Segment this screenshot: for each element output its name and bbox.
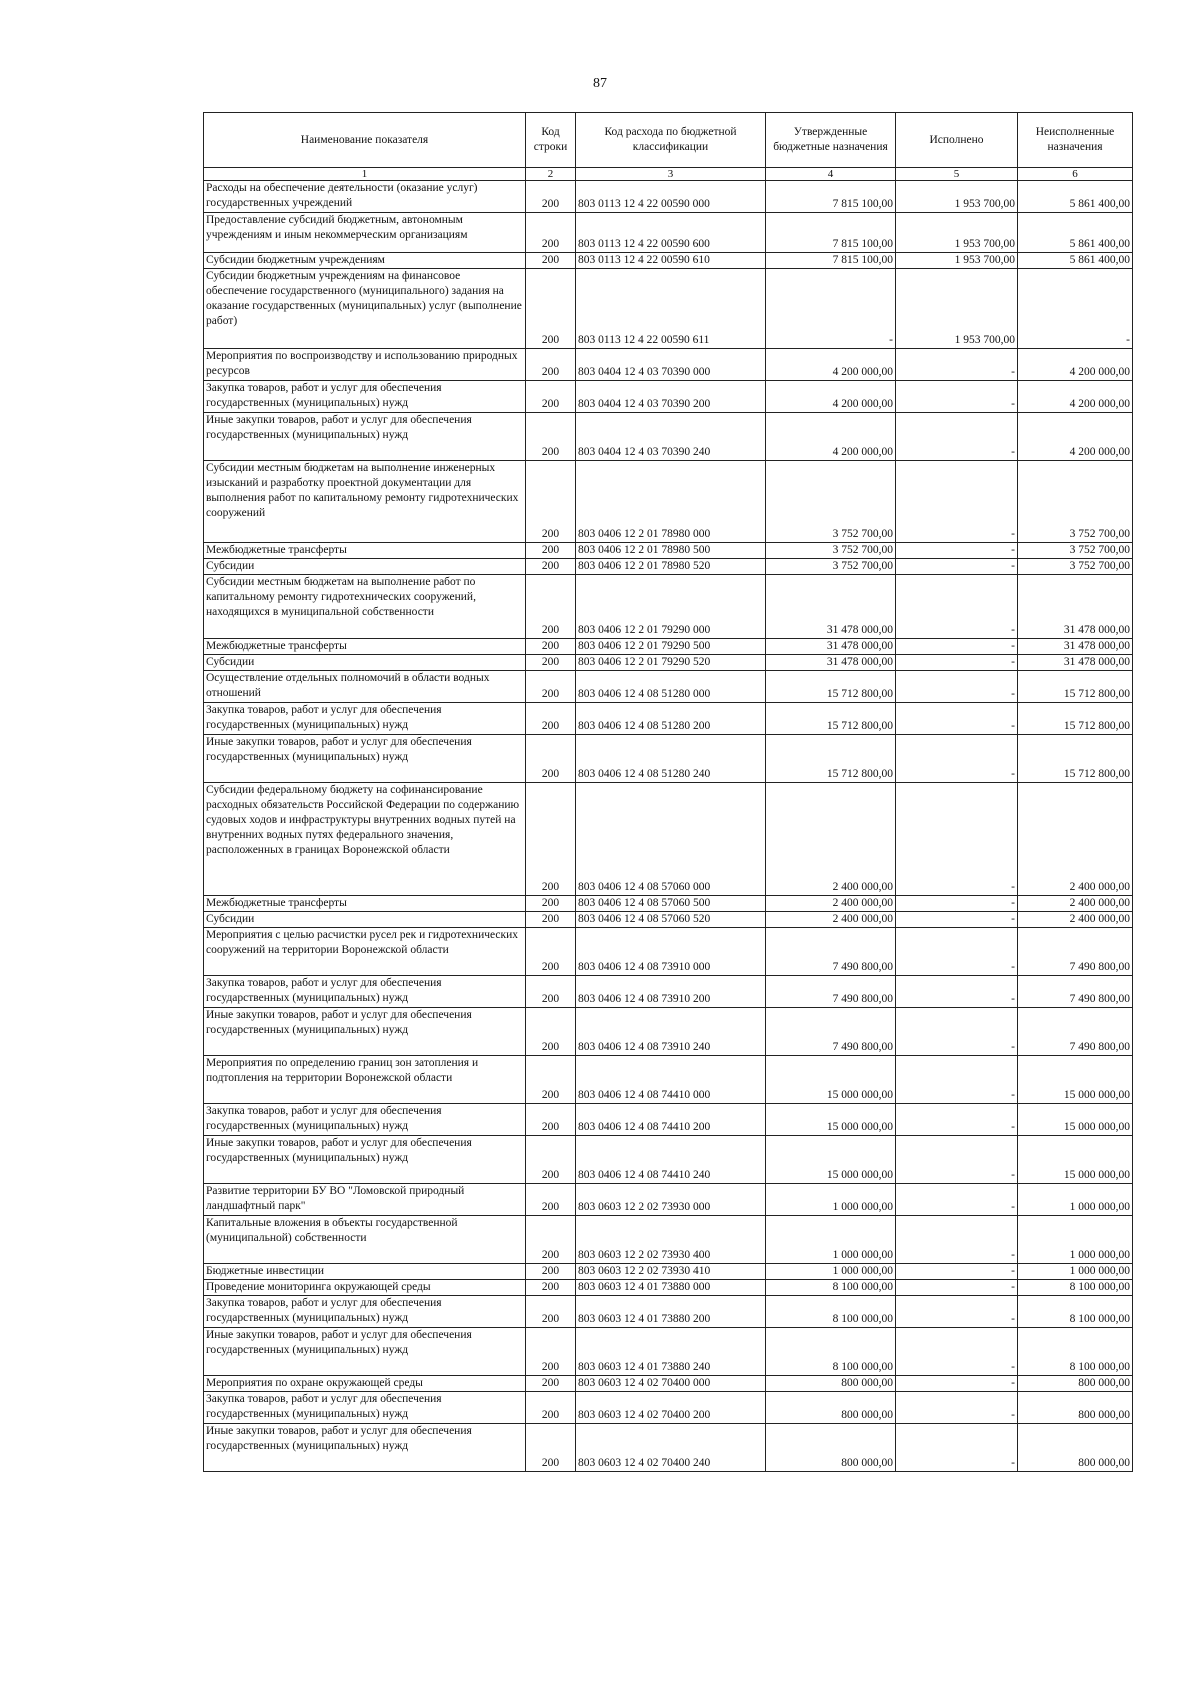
- indicator-name-cell: Осуществление отдельных полномочий в области водных отношений: [204, 671, 526, 703]
- classification-code-cell: 803 0603 12 4 02 70400 000: [576, 1376, 766, 1392]
- approved-amount-cell: 4 200 000,00: [766, 349, 896, 381]
- classification-code-cell: 803 0603 12 2 02 73930 410: [576, 1264, 766, 1280]
- table-row: [204, 1184, 1133, 1216]
- executed-amount-cell: -: [896, 1216, 1018, 1264]
- line-code-cell: 200: [526, 976, 576, 1008]
- classification-code-cell: 803 0603 12 2 02 73930 000: [576, 1184, 766, 1216]
- executed-amount-cell: -: [896, 413, 1018, 461]
- executed-amount-cell: 1 953 700,00: [896, 253, 1018, 269]
- classification-code-cell: 803 0406 12 4 08 73910 200: [576, 976, 766, 1008]
- executed-amount-cell: -: [896, 783, 1018, 896]
- page-number: 87: [593, 76, 607, 91]
- unexecuted-amount-cell: 8 100 000,00: [1018, 1280, 1133, 1296]
- line-code-cell: 200: [526, 575, 576, 639]
- indicator-name-cell: Иные закупки товаров, работ и услуг для обеспечения государственных (муниципальных) нужд: [204, 413, 526, 461]
- executed-amount-cell: -: [896, 703, 1018, 735]
- indicator-name-cell: Субсидии местным бюджетам на выполнение работ по капитальному ремонту гидротехнических сооружений, находящихся в муниципальной собственности: [204, 575, 526, 639]
- classification-code-cell: 803 0404 12 4 03 70390 240: [576, 413, 766, 461]
- indicator-name-cell: Закупка товаров, работ и услуг для обеспечения государственных (муниципальных) нужд: [204, 1296, 526, 1328]
- unexecuted-amount-cell: 3 752 700,00: [1018, 559, 1133, 575]
- approved-amount-cell: 15 712 800,00: [766, 671, 896, 703]
- unexecuted-amount-cell: 4 200 000,00: [1018, 349, 1133, 381]
- approved-amount-cell: 7 815 100,00: [766, 213, 896, 253]
- approved-amount-cell: 31 478 000,00: [766, 575, 896, 639]
- unexecuted-amount-cell: 3 752 700,00: [1018, 543, 1133, 559]
- indicator-name-cell: Мероприятия с целью расчистки русел рек и гидротехнических сооружений на территории Воронежской области: [204, 928, 526, 976]
- indicator-name-cell: Предоставление субсидий бюджетным, автономным учреждениям и иным некоммерческим организациям: [204, 213, 526, 253]
- table-row: [204, 1216, 1133, 1264]
- executed-amount-cell: -: [896, 1056, 1018, 1104]
- line-code-cell: 200: [526, 253, 576, 269]
- classification-code-cell: 803 0406 12 2 01 78980 000: [576, 461, 766, 543]
- classification-code-cell: 803 0406 12 2 01 78980 500: [576, 543, 766, 559]
- table-row: [204, 575, 1133, 639]
- unexecuted-amount-cell: 5 861 400,00: [1018, 253, 1133, 269]
- unexecuted-amount-cell: 15 000 000,00: [1018, 1104, 1133, 1136]
- unexecuted-amount-cell: 7 490 800,00: [1018, 1008, 1133, 1056]
- unexecuted-amount-cell: 1 000 000,00: [1018, 1184, 1133, 1216]
- approved-amount-cell: 7 490 800,00: [766, 1008, 896, 1056]
- approved-amount-cell: 7 815 100,00: [766, 181, 896, 213]
- unexecuted-amount-cell: 3 752 700,00: [1018, 461, 1133, 543]
- classification-code-cell: 803 0603 12 4 02 70400 240: [576, 1424, 766, 1472]
- classification-code-cell: 803 0406 12 2 01 79290 520: [576, 655, 766, 671]
- approved-amount-cell: 4 200 000,00: [766, 413, 896, 461]
- executed-amount-cell: -: [896, 559, 1018, 575]
- budget-execution-table: [203, 112, 1133, 1472]
- unexecuted-amount-cell: 2 400 000,00: [1018, 912, 1133, 928]
- unexecuted-amount-cell: 1 000 000,00: [1018, 1264, 1133, 1280]
- line-code-cell: 200: [526, 896, 576, 912]
- line-code-cell: 200: [526, 213, 576, 253]
- table-row: [204, 1104, 1133, 1136]
- executed-amount-cell: -: [896, 461, 1018, 543]
- indicator-name-cell: Иные закупки товаров, работ и услуг для обеспечения государственных (муниципальных) нужд: [204, 1424, 526, 1472]
- unexecuted-amount-cell: 15 000 000,00: [1018, 1056, 1133, 1104]
- executed-amount-cell: -: [896, 1392, 1018, 1424]
- unexecuted-amount-cell: 2 400 000,00: [1018, 783, 1133, 896]
- table-row: [204, 671, 1133, 703]
- executed-amount-cell: -: [896, 1424, 1018, 1472]
- indicator-name-cell: Капитальные вложения в объекты государственной (муниципальной) собственности: [204, 1216, 526, 1264]
- approved-amount-cell: 7 490 800,00: [766, 928, 896, 976]
- line-code-cell: 200: [526, 269, 576, 349]
- table-row: [204, 1056, 1133, 1104]
- classification-code-cell: 803 0406 12 4 08 74410 000: [576, 1056, 766, 1104]
- classification-code-cell: 803 0406 12 4 08 57060 520: [576, 912, 766, 928]
- table-row: [204, 1280, 1133, 1296]
- indicator-name-cell: Мероприятия по охране окружающей среды: [204, 1376, 526, 1392]
- header-indicator-name: Наименование показателя: [204, 113, 526, 168]
- classification-code-cell: 803 0113 12 4 22 00590 611: [576, 269, 766, 349]
- classification-code-cell: 803 0404 12 4 03 70390 000: [576, 349, 766, 381]
- line-code-cell: 200: [526, 461, 576, 543]
- approved-amount-cell: 3 752 700,00: [766, 543, 896, 559]
- classification-code-cell: 803 0406 12 4 08 74410 240: [576, 1136, 766, 1184]
- unexecuted-amount-cell: -: [1018, 269, 1133, 349]
- executed-amount-cell: 1 953 700,00: [896, 213, 1018, 253]
- executed-amount-cell: -: [896, 1296, 1018, 1328]
- indicator-name-cell: Межбюджетные трансферты: [204, 543, 526, 559]
- classification-code-cell: 803 0406 12 4 08 73910 000: [576, 928, 766, 976]
- unexecuted-amount-cell: 15 712 800,00: [1018, 703, 1133, 735]
- line-code-cell: 200: [526, 783, 576, 896]
- header-approved: Утвержденные бюджетные назначения: [766, 113, 896, 168]
- executed-amount-cell: -: [896, 735, 1018, 783]
- classification-code-cell: 803 0406 12 2 01 78980 520: [576, 559, 766, 575]
- approved-amount-cell: 800 000,00: [766, 1376, 896, 1392]
- approved-amount-cell: 15 000 000,00: [766, 1136, 896, 1184]
- unexecuted-amount-cell: 15 000 000,00: [1018, 1136, 1133, 1184]
- executed-amount-cell: -: [896, 928, 1018, 976]
- executed-amount-cell: -: [896, 1328, 1018, 1376]
- line-code-cell: 200: [526, 1328, 576, 1376]
- indicator-name-cell: Субсидии местным бюджетам на выполнение инженерных изысканий и разработку проектной документации для выполнения работ по капитальному ремонту гидротехнических сооружений: [204, 461, 526, 543]
- executed-amount-cell: -: [896, 1280, 1018, 1296]
- unexecuted-amount-cell: 1 000 000,00: [1018, 1216, 1133, 1264]
- indicator-name-cell: Закупка товаров, работ и услуг для обеспечения государственных (муниципальных) нужд: [204, 976, 526, 1008]
- approved-amount-cell: 1 000 000,00: [766, 1264, 896, 1280]
- unexecuted-amount-cell: 5 861 400,00: [1018, 213, 1133, 253]
- unexecuted-amount-cell: 7 490 800,00: [1018, 928, 1133, 976]
- executed-amount-cell: -: [896, 1104, 1018, 1136]
- indicator-name-cell: Мероприятия по воспроизводству и использованию природных ресурсов: [204, 349, 526, 381]
- table-row: [204, 213, 1133, 253]
- indicator-name-cell: Развитие территории БУ ВО "Ломовской природный ландшафтный парк": [204, 1184, 526, 1216]
- line-code-cell: 200: [526, 1280, 576, 1296]
- line-code-cell: 200: [526, 928, 576, 976]
- table-row: [204, 269, 1133, 349]
- executed-amount-cell: -: [896, 1184, 1018, 1216]
- unexecuted-amount-cell: 800 000,00: [1018, 1424, 1133, 1472]
- classification-code-cell: 803 0113 12 4 22 00590 610: [576, 253, 766, 269]
- header-row: [204, 113, 1133, 168]
- line-code-cell: 200: [526, 1264, 576, 1280]
- indicator-name-cell: Иные закупки товаров, работ и услуг для обеспечения государственных (муниципальных) нужд: [204, 1328, 526, 1376]
- indicator-name-cell: Субсидии: [204, 655, 526, 671]
- line-code-cell: 200: [526, 1104, 576, 1136]
- classification-code-cell: 803 0406 12 4 08 57060 500: [576, 896, 766, 912]
- indicator-name-cell: Субсидии бюджетным учреждениям: [204, 253, 526, 269]
- classification-code-cell: 803 0113 12 4 22 00590 600: [576, 213, 766, 253]
- table-row: [204, 703, 1133, 735]
- line-code-cell: 200: [526, 1376, 576, 1392]
- table-row: [204, 639, 1133, 655]
- classification-code-cell: 803 0406 12 4 08 73910 240: [576, 1008, 766, 1056]
- classification-code-cell: 803 0603 12 4 01 73880 200: [576, 1296, 766, 1328]
- indicator-name-cell: Проведение мониторинга окружающей среды: [204, 1280, 526, 1296]
- executed-amount-cell: 1 953 700,00: [896, 181, 1018, 213]
- table-row: [204, 253, 1133, 269]
- approved-amount-cell: 15 000 000,00: [766, 1104, 896, 1136]
- classification-code-cell: 803 0113 12 4 22 00590 000: [576, 181, 766, 213]
- classification-code-cell: 803 0603 12 2 02 73930 400: [576, 1216, 766, 1264]
- line-code-cell: 200: [526, 1296, 576, 1328]
- line-code-cell: 200: [526, 181, 576, 213]
- column-number-row: [204, 168, 1133, 181]
- approved-amount-cell: 8 100 000,00: [766, 1280, 896, 1296]
- executed-amount-cell: 1 953 700,00: [896, 269, 1018, 349]
- classification-code-cell: 803 0406 12 2 01 79290 500: [576, 639, 766, 655]
- approved-amount-cell: 15 712 800,00: [766, 703, 896, 735]
- indicator-name-cell: Субсидии: [204, 912, 526, 928]
- table-row: [204, 912, 1133, 928]
- table-row: [204, 1008, 1133, 1056]
- indicator-name-cell: Субсидии: [204, 559, 526, 575]
- classification-code-cell: 803 0603 12 4 01 73880 240: [576, 1328, 766, 1376]
- unexecuted-amount-cell: 5 861 400,00: [1018, 181, 1133, 213]
- executed-amount-cell: -: [896, 575, 1018, 639]
- table-row: [204, 1328, 1133, 1376]
- unexecuted-amount-cell: 8 100 000,00: [1018, 1296, 1133, 1328]
- unexecuted-amount-cell: 4 200 000,00: [1018, 381, 1133, 413]
- classification-code-cell: 803 0404 12 4 03 70390 200: [576, 381, 766, 413]
- indicator-name-cell: Закупка товаров, работ и услуг для обеспечения государственных (муниципальных) нужд: [204, 1392, 526, 1424]
- unexecuted-amount-cell: 31 478 000,00: [1018, 575, 1133, 639]
- header-classification-code: Код расхода по бюджетной классификации: [576, 113, 766, 168]
- table-row: [204, 1136, 1133, 1184]
- approved-amount-cell: 15 000 000,00: [766, 1056, 896, 1104]
- line-code-cell: 200: [526, 639, 576, 655]
- column-number: 3: [576, 168, 766, 181]
- approved-amount-cell: 2 400 000,00: [766, 912, 896, 928]
- executed-amount-cell: -: [896, 639, 1018, 655]
- executed-amount-cell: -: [896, 1376, 1018, 1392]
- approved-amount-cell: 7 490 800,00: [766, 976, 896, 1008]
- column-number: 1: [204, 168, 526, 181]
- indicator-name-cell: Межбюджетные трансферты: [204, 639, 526, 655]
- column-number: 5: [896, 168, 1018, 181]
- line-code-cell: 200: [526, 1008, 576, 1056]
- table-row: [204, 1376, 1133, 1392]
- table-row: [204, 1424, 1133, 1472]
- line-code-cell: 200: [526, 735, 576, 783]
- table-row: [204, 928, 1133, 976]
- header-line-code: Код строки: [526, 113, 576, 168]
- approved-amount-cell: 2 400 000,00: [766, 896, 896, 912]
- classification-code-cell: 803 0406 12 4 08 51280 240: [576, 735, 766, 783]
- executed-amount-cell: -: [896, 912, 1018, 928]
- table-row: [204, 349, 1133, 381]
- approved-amount-cell: 1 000 000,00: [766, 1184, 896, 1216]
- line-code-cell: 200: [526, 703, 576, 735]
- column-number: 4: [766, 168, 896, 181]
- indicator-name-cell: Закупка товаров, работ и услуг для обеспечения государственных (муниципальных) нужд: [204, 1104, 526, 1136]
- line-code-cell: 200: [526, 912, 576, 928]
- approved-amount-cell: 800 000,00: [766, 1424, 896, 1472]
- line-code-cell: 200: [526, 1216, 576, 1264]
- unexecuted-amount-cell: 800 000,00: [1018, 1392, 1133, 1424]
- indicator-name-cell: Бюджетные инвестиции: [204, 1264, 526, 1280]
- table-row: [204, 896, 1133, 912]
- classification-code-cell: 803 0406 12 4 08 51280 200: [576, 703, 766, 735]
- table-body: [204, 181, 1133, 1472]
- approved-amount-cell: 31 478 000,00: [766, 655, 896, 671]
- line-code-cell: 200: [526, 1392, 576, 1424]
- approved-amount-cell: 7 815 100,00: [766, 253, 896, 269]
- indicator-name-cell: Закупка товаров, работ и услуг для обеспечения государственных (муниципальных) нужд: [204, 703, 526, 735]
- executed-amount-cell: -: [896, 896, 1018, 912]
- table-row: [204, 181, 1133, 213]
- executed-amount-cell: -: [896, 381, 1018, 413]
- classification-code-cell: 803 0406 12 4 08 51280 000: [576, 671, 766, 703]
- line-code-cell: 200: [526, 1056, 576, 1104]
- table-row: [204, 976, 1133, 1008]
- approved-amount-cell: -: [766, 269, 896, 349]
- line-code-cell: 200: [526, 1184, 576, 1216]
- approved-amount-cell: 800 000,00: [766, 1392, 896, 1424]
- table-row: [204, 655, 1133, 671]
- executed-amount-cell: -: [896, 1136, 1018, 1184]
- table-row: [204, 783, 1133, 896]
- table-row: [204, 381, 1133, 413]
- header-executed: Исполнено: [896, 113, 1018, 168]
- unexecuted-amount-cell: 7 490 800,00: [1018, 976, 1133, 1008]
- line-code-cell: 200: [526, 349, 576, 381]
- executed-amount-cell: -: [896, 349, 1018, 381]
- table-row: [204, 735, 1133, 783]
- indicator-name-cell: Межбюджетные трансферты: [204, 896, 526, 912]
- classification-code-cell: 803 0603 12 4 02 70400 200: [576, 1392, 766, 1424]
- indicator-name-cell: Иные закупки товаров, работ и услуг для обеспечения государственных (муниципальных) нужд: [204, 735, 526, 783]
- unexecuted-amount-cell: 15 712 800,00: [1018, 671, 1133, 703]
- table-row: [204, 543, 1133, 559]
- approved-amount-cell: 1 000 000,00: [766, 1216, 896, 1264]
- approved-amount-cell: 15 712 800,00: [766, 735, 896, 783]
- unexecuted-amount-cell: 31 478 000,00: [1018, 655, 1133, 671]
- line-code-cell: 200: [526, 413, 576, 461]
- approved-amount-cell: 8 100 000,00: [766, 1296, 896, 1328]
- table-row: [204, 559, 1133, 575]
- unexecuted-amount-cell: 800 000,00: [1018, 1376, 1133, 1392]
- column-number: 6: [1018, 168, 1133, 181]
- line-code-cell: 200: [526, 671, 576, 703]
- table-row: [204, 1264, 1133, 1280]
- indicator-name-cell: Мероприятия по определению границ зон затопления и подтопления на территории Воронежской области: [204, 1056, 526, 1104]
- table-row: [204, 1392, 1133, 1424]
- indicator-name-cell: Иные закупки товаров, работ и услуг для обеспечения государственных (муниципальных) нужд: [204, 1008, 526, 1056]
- indicator-name-cell: Иные закупки товаров, работ и услуг для обеспечения государственных (муниципальных) нужд: [204, 1136, 526, 1184]
- executed-amount-cell: -: [896, 671, 1018, 703]
- executed-amount-cell: -: [896, 543, 1018, 559]
- table-row: [204, 413, 1133, 461]
- line-code-cell: 200: [526, 1136, 576, 1184]
- approved-amount-cell: 2 400 000,00: [766, 783, 896, 896]
- column-number: 2: [526, 168, 576, 181]
- line-code-cell: 200: [526, 381, 576, 413]
- executed-amount-cell: -: [896, 655, 1018, 671]
- classification-code-cell: 803 0406 12 4 08 74410 200: [576, 1104, 766, 1136]
- executed-amount-cell: -: [896, 1264, 1018, 1280]
- approved-amount-cell: 3 752 700,00: [766, 461, 896, 543]
- unexecuted-amount-cell: 8 100 000,00: [1018, 1328, 1133, 1376]
- unexecuted-amount-cell: 15 712 800,00: [1018, 735, 1133, 783]
- classification-code-cell: 803 0603 12 4 01 73880 000: [576, 1280, 766, 1296]
- unexecuted-amount-cell: 31 478 000,00: [1018, 639, 1133, 655]
- indicator-name-cell: Субсидии бюджетным учреждениям на финансовое обеспечение государственного (муниципального) задания на оказание государственных (муниципальных) услуг (выполнение работ): [204, 269, 526, 349]
- indicator-name-cell: Закупка товаров, работ и услуг для обеспечения государственных (муниципальных) нужд: [204, 381, 526, 413]
- line-code-cell: 200: [526, 1424, 576, 1472]
- approved-amount-cell: 4 200 000,00: [766, 381, 896, 413]
- header-unexecuted: Неисполненные назначения: [1018, 113, 1133, 168]
- table-row: [204, 461, 1133, 543]
- line-code-cell: 200: [526, 543, 576, 559]
- line-code-cell: 200: [526, 559, 576, 575]
- executed-amount-cell: -: [896, 1008, 1018, 1056]
- executed-amount-cell: -: [896, 976, 1018, 1008]
- classification-code-cell: 803 0406 12 4 08 57060 000: [576, 783, 766, 896]
- classification-code-cell: 803 0406 12 2 01 79290 000: [576, 575, 766, 639]
- indicator-name-cell: Субсидии федеральному бюджету на софинансирование расходных обязательств Российской Федерации по содержанию судовых ходов и инфраструктуры внутренних водных путей на внутренних водных путях федерального значения, расположенных в границах Воронежской области: [204, 783, 526, 896]
- unexecuted-amount-cell: 2 400 000,00: [1018, 896, 1133, 912]
- approved-amount-cell: 3 752 700,00: [766, 559, 896, 575]
- table-row: [204, 1296, 1133, 1328]
- line-code-cell: 200: [526, 655, 576, 671]
- approved-amount-cell: 8 100 000,00: [766, 1328, 896, 1376]
- indicator-name-cell: Расходы на обеспечение деятельности (оказание услуг) государственных учреждений: [204, 181, 526, 213]
- approved-amount-cell: 31 478 000,00: [766, 639, 896, 655]
- unexecuted-amount-cell: 4 200 000,00: [1018, 413, 1133, 461]
